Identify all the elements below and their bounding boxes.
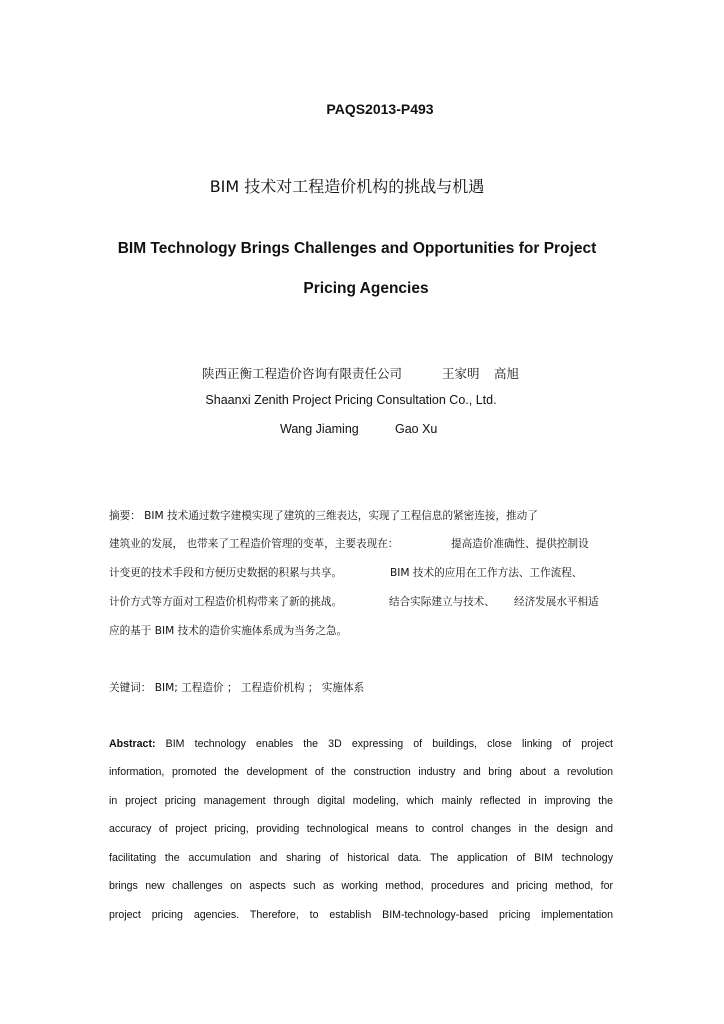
title-chinese: BIM 技术对工程造价机构的挑战与机遇 <box>209 177 485 196</box>
title-english-line-1: BIM Technology Brings Challenges and Opportunities for Project <box>117 240 597 257</box>
abstract-en-line-6: brings new challenges on aspects such as working method, procedures and pricing method, for <box>109 880 613 892</box>
abstract-en-line-1 <box>109 738 613 750</box>
abstract-label: Abstract: <box>109 738 156 750</box>
abstract-zh-line-2b: 提高造价准确性、提供控制设 <box>451 538 589 550</box>
author-1-chinese: 王家明 <box>442 366 480 381</box>
abstract-en-line-2: information, promoted the development of the construction industry and bring about a revolution <box>109 766 613 778</box>
abstract-zh-line-1-text: 摘要： BIM 技术通过数字建模实现了建筑的三维表达，实现了工程信息的紧密连接，推动了 <box>109 510 538 522</box>
organization-chinese: 陕西正衡工程造价咨询有限责任公司 <box>202 366 403 381</box>
abstract-en-line-1-text: BIM technology enables the 3D expressing of buildings, close linking of project <box>165 738 613 750</box>
abstract-en-line-5: facilitating the accumulation and sharing of historical data. The application of BIM technology <box>109 852 613 864</box>
abstract-zh-line-4b: 结合实际建立与技术、 <box>389 596 495 608</box>
abstract-zh-line-5-text: 应的基于 BIM 技术的造价实施体系成为当务之急。 <box>109 625 348 637</box>
abstract-en-line-4: accuracy of project pricing, providing technological means to control changes in the design and <box>109 823 613 835</box>
abstract-en-line-7: project pricing agencies. Therefore, to establish BIM-technology-based pricing implementation <box>109 909 613 921</box>
abstract-zh-line-4c: 经济发展水平相适 <box>514 596 599 608</box>
abstract-zh-line-3b: BIM 技术的应用在工作方法、工作流程、 <box>390 567 583 579</box>
abstract-en-line-3: in project pricing management through digital modeling, which mainly reflected in improving the <box>109 795 613 807</box>
keywords-text: 关键词： BIM; 工程造价 ； 工程造价机构 ； 实施体系 <box>109 682 365 694</box>
author-1-english: Wang Jiaming <box>280 422 359 436</box>
affiliation-english: Shaanxi Zenith Project Pricing Consultation Co., Ltd. <box>205 393 497 407</box>
title-english-line-2: Pricing Agencies <box>303 280 429 297</box>
author-2-english: Gao Xu <box>395 422 438 436</box>
abstract-zh-line-2a: 建筑业的发展， 也带来了工程造价管理的变革，主要表现在： <box>109 538 399 550</box>
abstract-zh-line-3a: 计变更的技术手段和方便历史数据的积累与共享。 <box>109 567 343 579</box>
author-2-chinese: 高旭 <box>494 366 520 381</box>
document-id: PAQS2013-P493 <box>326 101 434 117</box>
abstract-zh-line-4a: 计价方式等方面对工程造价机构带来了新的挑战。 <box>109 596 343 608</box>
